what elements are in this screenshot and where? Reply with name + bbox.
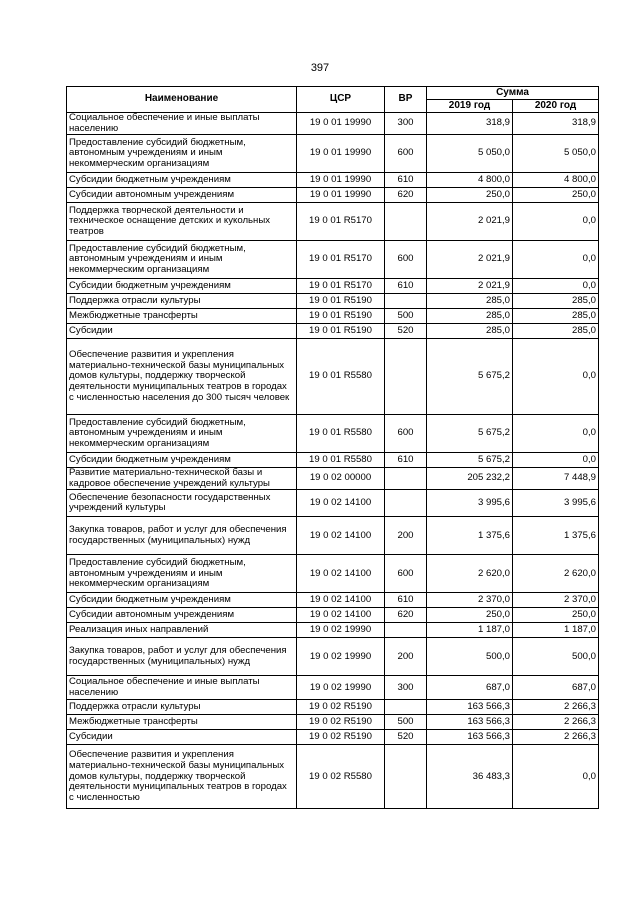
cell-csr: 19 0 02 14100 (297, 555, 385, 593)
cell-2020: 4 800,0 (513, 173, 599, 188)
cell-2019: 5 050,0 (427, 135, 513, 173)
cell-name: Субсидии бюджетным учреждениям (67, 593, 297, 608)
table-row (67, 135, 599, 173)
cell-2019: 285,0 (427, 309, 513, 324)
cell-vr (385, 490, 427, 517)
table-row (67, 324, 599, 339)
cell-2019: 163 566,3 (427, 730, 513, 745)
cell-2020: 2 266,3 (513, 715, 599, 730)
cell-csr: 19 0 01 19990 (297, 135, 385, 173)
header-sum: Сумма (427, 87, 599, 100)
cell-vr (385, 468, 427, 490)
table-row (67, 339, 599, 415)
cell-2019: 5 675,2 (427, 453, 513, 468)
cell-2019: 2 620,0 (427, 555, 513, 593)
cell-2019: 3 995,6 (427, 490, 513, 517)
cell-name: Социальное обеспечение и иные выплаты населению (67, 113, 297, 135)
cell-name: Социальное обеспечение и иные выплаты населению (67, 676, 297, 700)
cell-2019: 205 232,2 (427, 468, 513, 490)
cell-csr: 19 0 01 R5580 (297, 339, 385, 415)
table-row (67, 593, 599, 608)
cell-2020: 1 187,0 (513, 623, 599, 638)
table-row (67, 490, 599, 517)
cell-name: Субсидии (67, 730, 297, 745)
cell-2019: 1 375,6 (427, 517, 513, 555)
cell-csr: 19 0 02 19990 (297, 676, 385, 700)
cell-name: Предоставление субсидий бюджетным, автономным учреждениям и иным некоммерческим организациям (67, 135, 297, 173)
cell-name: Реализация иных направлений (67, 623, 297, 638)
cell-2020: 250,0 (513, 188, 599, 203)
cell-vr: 300 (385, 676, 427, 700)
header-2019: 2019 год (427, 100, 513, 113)
cell-csr: 19 0 01 R5190 (297, 294, 385, 309)
cell-vr: 520 (385, 324, 427, 339)
cell-vr (385, 294, 427, 309)
cell-2020: 0,0 (513, 745, 599, 809)
cell-2019: 163 566,3 (427, 700, 513, 715)
table-row (67, 638, 599, 676)
cell-2019: 2 021,9 (427, 279, 513, 294)
cell-name: Развитие материально-технической базы и кадровое обеспечение учреждений культуры (67, 468, 297, 490)
cell-csr: 19 0 02 19990 (297, 623, 385, 638)
cell-vr: 520 (385, 730, 427, 745)
cell-2019: 36 483,3 (427, 745, 513, 809)
cell-vr: 620 (385, 608, 427, 623)
budget-table (66, 86, 599, 809)
cell-vr: 500 (385, 309, 427, 324)
header-2020: 2020 год (513, 100, 599, 113)
cell-2020: 3 995,6 (513, 490, 599, 517)
table-row (67, 241, 599, 279)
cell-vr: 610 (385, 279, 427, 294)
cell-vr (385, 745, 427, 809)
cell-vr: 600 (385, 555, 427, 593)
cell-csr: 19 0 01 R5170 (297, 241, 385, 279)
cell-2020: 0,0 (513, 339, 599, 415)
table-row (67, 188, 599, 203)
table-row (67, 745, 599, 809)
cell-2020: 0,0 (513, 203, 599, 241)
cell-csr: 19 0 02 14100 (297, 517, 385, 555)
cell-vr: 610 (385, 593, 427, 608)
cell-vr (385, 203, 427, 241)
cell-vr: 620 (385, 188, 427, 203)
table-row (67, 203, 599, 241)
cell-2020: 0,0 (513, 415, 599, 453)
cell-vr: 600 (385, 241, 427, 279)
cell-csr: 19 0 01 19990 (297, 173, 385, 188)
cell-2020: 0,0 (513, 279, 599, 294)
cell-2019: 1 187,0 (427, 623, 513, 638)
cell-csr: 19 0 02 00000 (297, 468, 385, 490)
table-row (67, 113, 599, 135)
table-row (67, 608, 599, 623)
cell-name: Закупка товаров, работ и услуг для обеспечения государственных (муниципальных) нужд (67, 638, 297, 676)
cell-2019: 5 675,2 (427, 415, 513, 453)
header-csr: ЦСР (297, 87, 385, 113)
cell-2020: 687,0 (513, 676, 599, 700)
cell-2019: 250,0 (427, 188, 513, 203)
cell-vr (385, 339, 427, 415)
cell-2020: 285,0 (513, 309, 599, 324)
cell-csr: 19 0 02 R5190 (297, 715, 385, 730)
table-row (67, 517, 599, 555)
header-vr: ВР (385, 87, 427, 113)
cell-2019: 2 021,9 (427, 241, 513, 279)
cell-2020: 500,0 (513, 638, 599, 676)
cell-2020: 2 620,0 (513, 555, 599, 593)
cell-vr: 200 (385, 638, 427, 676)
cell-vr: 300 (385, 113, 427, 135)
cell-csr: 19 0 01 R5580 (297, 415, 385, 453)
cell-2019: 2 370,0 (427, 593, 513, 608)
cell-vr: 500 (385, 715, 427, 730)
cell-name: Межбюджетные трансферты (67, 715, 297, 730)
cell-2020: 2 370,0 (513, 593, 599, 608)
cell-csr: 19 0 01 19990 (297, 113, 385, 135)
cell-csr: 19 0 01 R5170 (297, 279, 385, 294)
cell-vr (385, 623, 427, 638)
cell-name: Межбюджетные трансферты (67, 309, 297, 324)
table-row (67, 173, 599, 188)
cell-vr: 610 (385, 453, 427, 468)
cell-2020: 0,0 (513, 241, 599, 279)
cell-name: Предоставление субсидий бюджетным, автономным учреждениям и иным некоммерческим организациям (67, 241, 297, 279)
cell-name: Обеспечение развития и укрепления материально-технической базы муниципальных домов культуры, поддержку творческой деятельности муниципальных театров в городах с численностью населения до 300 тысяч человек (67, 339, 297, 415)
cell-name: Поддержка отрасли культуры (67, 294, 297, 309)
cell-2020: 2 266,3 (513, 730, 599, 745)
table-row (67, 453, 599, 468)
cell-2020: 7 448,9 (513, 468, 599, 490)
cell-vr: 600 (385, 415, 427, 453)
cell-name: Поддержка творческой деятельности и техническое оснащение детских и кукольных театров (67, 203, 297, 241)
table-row (67, 715, 599, 730)
cell-name: Предоставление субсидий бюджетным, автономным учреждениям и иным некоммерческим организациям (67, 415, 297, 453)
cell-2020: 318,9 (513, 113, 599, 135)
cell-2020: 2 266,3 (513, 700, 599, 715)
cell-csr: 19 0 02 R5190 (297, 730, 385, 745)
cell-2019: 285,0 (427, 324, 513, 339)
cell-2019: 318,9 (427, 113, 513, 135)
cell-csr: 19 0 02 14100 (297, 490, 385, 517)
cell-2020: 250,0 (513, 608, 599, 623)
cell-2019: 2 021,9 (427, 203, 513, 241)
cell-name: Предоставление субсидий бюджетным, автономным учреждениям и иным некоммерческим организациям (67, 555, 297, 593)
cell-name: Субсидии бюджетным учреждениям (67, 173, 297, 188)
cell-csr: 19 0 01 R5170 (297, 203, 385, 241)
cell-vr: 600 (385, 135, 427, 173)
cell-2019: 250,0 (427, 608, 513, 623)
cell-name: Субсидии (67, 324, 297, 339)
cell-name: Обеспечение развития и укрепления материально-технической базы муниципальных домов культуры, поддержку творческой деятельности муниципальных театров в городах с численностью (67, 745, 297, 809)
cell-2019: 4 800,0 (427, 173, 513, 188)
cell-2019: 500,0 (427, 638, 513, 676)
cell-name: Субсидии бюджетным учреждениям (67, 453, 297, 468)
page-number: 397 (310, 62, 330, 74)
cell-2019: 5 675,2 (427, 339, 513, 415)
table-header (67, 87, 599, 113)
table-row (67, 676, 599, 700)
cell-vr: 200 (385, 517, 427, 555)
cell-2020: 285,0 (513, 294, 599, 309)
table-row (67, 294, 599, 309)
table-row (67, 468, 599, 490)
table-row (67, 700, 599, 715)
cell-name: Субсидии автономным учреждениям (67, 608, 297, 623)
table-body (67, 113, 599, 809)
cell-2020: 285,0 (513, 324, 599, 339)
cell-2020: 5 050,0 (513, 135, 599, 173)
table-row (67, 555, 599, 593)
cell-2020: 0,0 (513, 453, 599, 468)
cell-csr: 19 0 01 R5190 (297, 324, 385, 339)
header-name: Наименование (67, 87, 297, 113)
cell-csr: 19 0 02 19990 (297, 638, 385, 676)
cell-csr: 19 0 02 R5190 (297, 700, 385, 715)
table-row (67, 730, 599, 745)
cell-csr: 19 0 01 19990 (297, 188, 385, 203)
cell-name: Обеспечение безопасности государственных учреждений культуры (67, 490, 297, 517)
cell-2020: 1 375,6 (513, 517, 599, 555)
cell-2019: 163 566,3 (427, 715, 513, 730)
cell-2019: 687,0 (427, 676, 513, 700)
table-row (67, 415, 599, 453)
cell-name: Закупка товаров, работ и услуг для обеспечения государственных (муниципальных) нужд (67, 517, 297, 555)
cell-vr: 610 (385, 173, 427, 188)
cell-name: Поддержка отрасли культуры (67, 700, 297, 715)
cell-csr: 19 0 02 14100 (297, 608, 385, 623)
table-row (67, 309, 599, 324)
cell-csr: 19 0 02 14100 (297, 593, 385, 608)
cell-name: Субсидии бюджетным учреждениям (67, 279, 297, 294)
table-row (67, 623, 599, 638)
cell-vr (385, 700, 427, 715)
table-row (67, 279, 599, 294)
cell-2019: 285,0 (427, 294, 513, 309)
cell-name: Субсидии автономным учреждениям (67, 188, 297, 203)
cell-csr: 19 0 01 R5190 (297, 309, 385, 324)
cell-csr: 19 0 01 R5580 (297, 453, 385, 468)
cell-csr: 19 0 02 R5580 (297, 745, 385, 809)
